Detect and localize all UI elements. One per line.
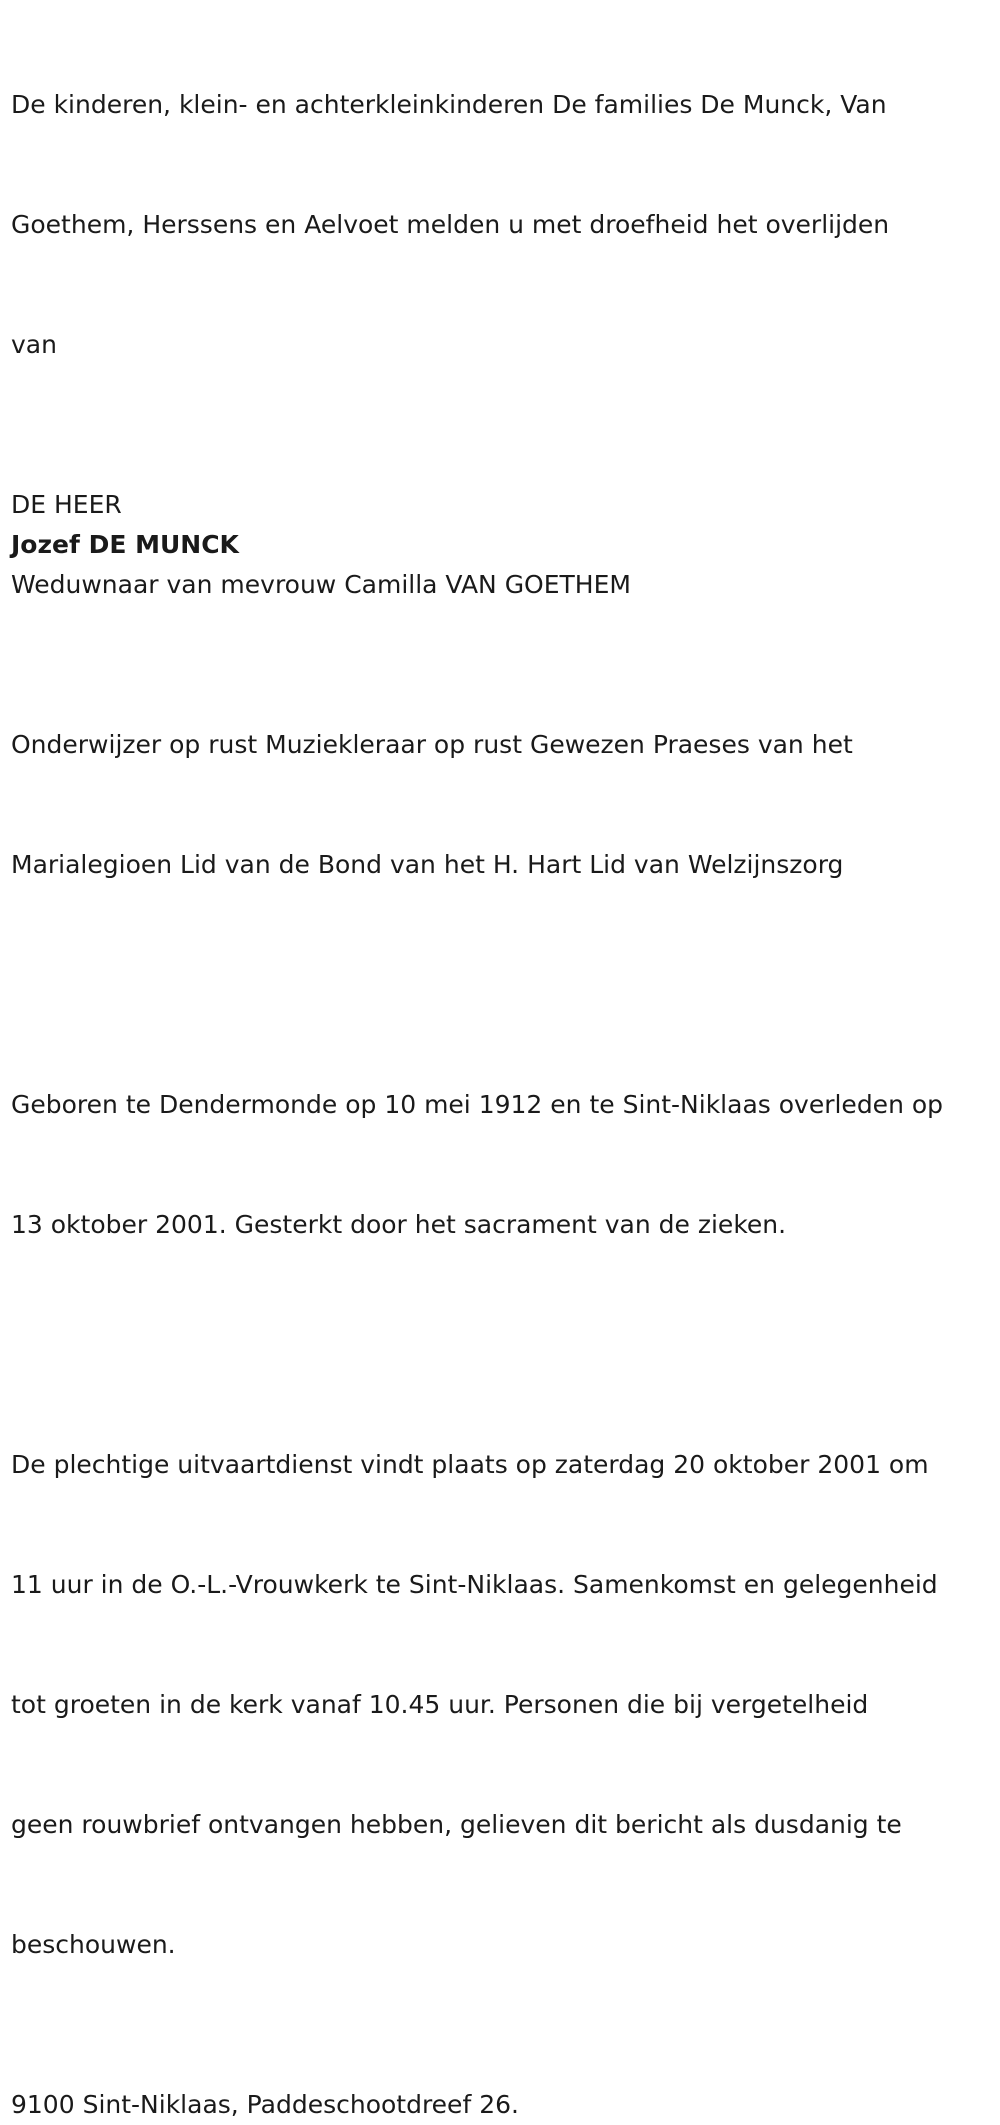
birth-death-paragraph bbox=[11, 1005, 991, 1325]
honorific-title: DE HEER bbox=[11, 490, 122, 519]
funeral-paragraph bbox=[11, 1365, 991, 2045]
intro-line: Goethem, Herssens en Aelvoet melden u met droefheid het overlijden bbox=[11, 210, 890, 239]
obituary-notice bbox=[11, 5, 991, 2125]
address-line: 9100 Sint-Niklaas, Paddeschootdreef 26. bbox=[11, 2090, 519, 2119]
paragraph-spacer bbox=[11, 1325, 991, 1365]
funeral-line: 11 uur in de O.-L.-Vrouwkerk te Sint-Niklaas. Samenkomst en gelegenheid bbox=[11, 1570, 938, 1599]
funeral-line: De plechtige uitvaartdienst vindt plaats op zaterdag 20 oktober 2001 om bbox=[11, 1450, 929, 1479]
paragraph-spacer bbox=[11, 605, 991, 645]
paragraph-spacer bbox=[11, 2045, 991, 2085]
roles-line: Marialegioen Lid van de Bond van het H. Hart Lid van Welzijnszorg bbox=[11, 850, 844, 879]
intro-line: van bbox=[11, 330, 57, 359]
intro-paragraph bbox=[11, 5, 991, 445]
relation-line: Weduwnaar van mevrouw Camilla VAN GOETHEM bbox=[11, 570, 631, 599]
funeral-line: tot groeten in de kerk vanaf 10.45 uur. Personen die bij vergetelheid bbox=[11, 1690, 869, 1719]
intro-line: De kinderen, klein- en achterkleinkinderen De families De Munck, Van bbox=[11, 90, 887, 119]
funeral-line: geen rouwbrief ontvangen hebben, gelieven dit bericht als dusdanig te bbox=[11, 1810, 902, 1839]
birth-death-line: Geboren te Dendermonde op 10 mei 1912 en te Sint-Niklaas overleden op bbox=[11, 1090, 944, 1119]
paragraph-spacer bbox=[11, 445, 991, 485]
paragraph-spacer bbox=[11, 965, 991, 1005]
funeral-line: beschouwen. bbox=[11, 1930, 176, 1959]
roles-line: Onderwijzer op rust Muziekleraar op rust Gewezen Praeses van het bbox=[11, 730, 853, 759]
roles-paragraph bbox=[11, 645, 991, 965]
deceased-name: Jozef DE MUNCK bbox=[11, 530, 239, 559]
birth-death-line: 13 oktober 2001. Gesterkt door het sacrament van de zieken. bbox=[11, 1210, 787, 1239]
